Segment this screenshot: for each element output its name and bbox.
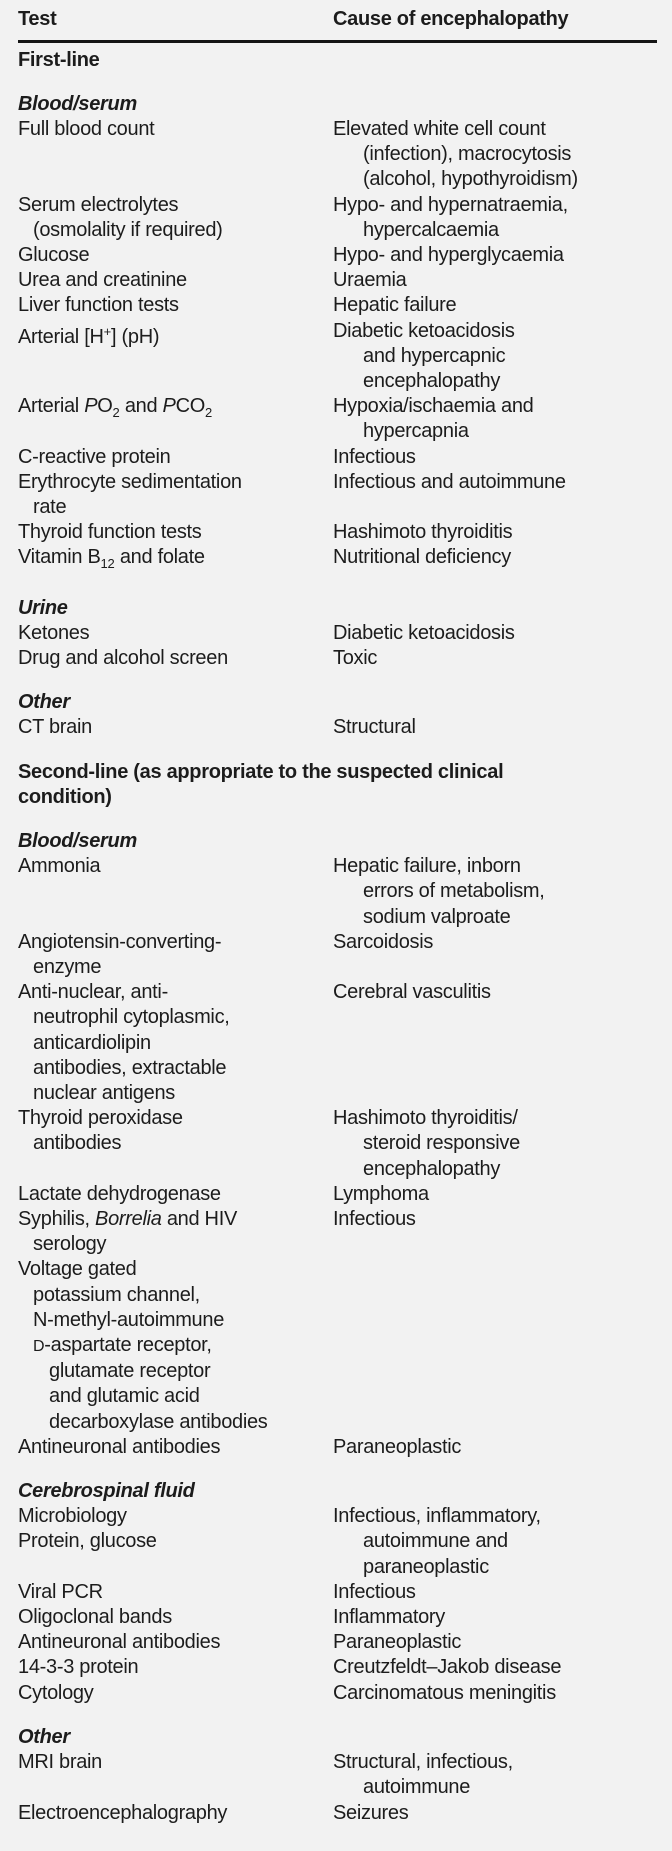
cause-cell [333, 1257, 657, 1434]
test-line: Antineuronal antibodies [18, 1435, 221, 1458]
table-row [18, 117, 657, 193]
cause-line: hypercapnia [363, 420, 469, 443]
cause-line: Hashimoto thyroiditis [333, 521, 513, 544]
cause-cell [333, 646, 657, 671]
column-header-test: Test [18, 8, 57, 30]
cause-cell [333, 293, 657, 318]
test-cell [18, 1435, 333, 1460]
cause-cell [333, 545, 657, 576]
group-header [18, 48, 657, 73]
cause-cell [333, 445, 657, 470]
test-cell [18, 646, 333, 671]
table-row [18, 1750, 657, 1800]
cause-line: Uraemia [333, 269, 407, 292]
sub-header: Blood/serum [18, 92, 137, 115]
test-cell [18, 854, 333, 930]
cause-line: Structural [333, 716, 416, 739]
cause-cell [333, 1182, 657, 1207]
table-row [18, 1106, 657, 1182]
test-line: Full blood count [18, 117, 155, 140]
cause-line: encephalopathy [363, 1157, 501, 1180]
cause-line: (infection), macrocytosis [363, 143, 572, 166]
test-line: Protein, glucose [18, 1530, 157, 1553]
cause-cell [333, 1580, 657, 1605]
text-sup: + [103, 323, 112, 339]
text-it: P [84, 395, 98, 418]
table-row [18, 1182, 657, 1207]
cause-line: autoimmune [363, 1776, 471, 1799]
cause-line: Creutzfeldt–Jakob disease [333, 1656, 562, 1679]
test-line: Arterial [H+] (pH) [18, 323, 160, 348]
test-cell [18, 1655, 333, 1680]
cause-line: Paraneoplastic [333, 1435, 462, 1458]
test-cell [18, 930, 333, 980]
test-line: Lactate dehydrogenase [18, 1182, 221, 1205]
test-cell [18, 621, 333, 646]
cause-cell [333, 268, 657, 293]
test-cell [18, 268, 333, 293]
table-row [18, 1605, 657, 1630]
cause-line: and hypercapnic [363, 344, 506, 367]
cause-line: Infectious, inflammatory, [333, 1505, 541, 1528]
test-cell [18, 1207, 333, 1257]
table-row [18, 621, 657, 646]
table-header-row [18, 6, 657, 32]
test-cell [18, 117, 333, 193]
cause-line: Toxic [333, 646, 378, 669]
table-row [18, 293, 657, 318]
test-line: Serum electrolytes [18, 193, 179, 216]
test-cell [18, 1681, 333, 1706]
group-header [18, 760, 657, 810]
test-cell [18, 980, 333, 1106]
cause-line: Infectious and autoimmune [333, 470, 566, 493]
table-row [18, 1681, 657, 1706]
cause-line: encephalopathy [363, 369, 501, 392]
cause-line: Hypo- and hyperglycaemia [333, 243, 564, 266]
cause-line: Hepatic failure, inborn [333, 855, 521, 878]
table-body [18, 48, 657, 1826]
cause-line: paraneoplastic [363, 1555, 489, 1578]
header-divider [18, 40, 657, 43]
test-cell [18, 1182, 333, 1207]
cause-cell [333, 520, 657, 545]
test-line: CT brain [18, 716, 92, 739]
test-cell [18, 193, 333, 243]
test-line: antibodies, extractable [33, 1056, 227, 1079]
test-line: decarboxylase antibodies [49, 1410, 268, 1433]
cause-cell [333, 470, 657, 520]
test-line: N-methyl-autoimmune [33, 1308, 225, 1331]
test-line: Thyroid peroxidase [18, 1107, 183, 1130]
table-row [18, 545, 657, 576]
cause-line: Cerebral vasculitis [333, 981, 491, 1004]
cause-cell [333, 1504, 657, 1580]
text-sub: 12 [100, 556, 115, 572]
test-line: Microbiology [18, 1505, 127, 1528]
table-row [18, 243, 657, 268]
test-line: (osmolality if required) [33, 218, 223, 241]
cause-line: Elevated white cell count [333, 117, 546, 140]
table-row [18, 854, 657, 930]
table-row [18, 1630, 657, 1655]
table-row [18, 980, 657, 1106]
table-row [18, 394, 657, 444]
test-cell [18, 545, 333, 576]
cause-cell [333, 621, 657, 646]
test-line: Antineuronal antibodies [18, 1631, 221, 1654]
text-sub: 2 [205, 405, 213, 421]
test-line: neutrophil cytoplasmic, [33, 1006, 230, 1029]
cause-line: Infectious [333, 445, 416, 468]
test-line: antibodies [33, 1132, 122, 1155]
test-cell [18, 715, 333, 740]
test-line: Viral PCR [18, 1580, 103, 1603]
test-line: MRI brain [18, 1751, 102, 1774]
group-header-line: Second-line (as appropriate to the suspected clinical [18, 760, 504, 783]
cause-cell [333, 715, 657, 740]
test-line: Drug and alcohol screen [18, 646, 228, 669]
table-row [18, 930, 657, 980]
cause-line: Paraneoplastic [333, 1631, 462, 1654]
test-line: Thyroid function tests [18, 521, 202, 544]
test-line: enzyme [33, 956, 102, 978]
test-line: Liver function tests [18, 294, 179, 317]
text-sub: 2 [112, 405, 120, 421]
test-line: potassium channel, [33, 1283, 200, 1306]
table-row [18, 470, 657, 520]
sub-header: Blood/serum [18, 829, 137, 852]
table-row [18, 1580, 657, 1605]
cause-line: errors of metabolism, [363, 880, 545, 903]
cause-cell [333, 1435, 657, 1460]
cause-line: Diabetic ketoacidosis [333, 319, 515, 342]
test-line: Urea and creatinine [18, 269, 187, 292]
cause-line: sodium valproate [363, 905, 511, 928]
test-cell [18, 1257, 333, 1434]
table-row [18, 1435, 657, 1460]
test-cell [18, 520, 333, 545]
text-sc: D [33, 1338, 45, 1356]
test-line: serology [33, 1233, 107, 1256]
test-cell [18, 1106, 333, 1182]
column-header-cause: Cause of encephalopathy [333, 8, 569, 30]
table-row [18, 193, 657, 243]
cause-line: hypercalcaemia [363, 218, 499, 241]
test-line: and glutamic acid [49, 1385, 200, 1408]
test-cell [18, 470, 333, 520]
cause-line: Lymphoma [333, 1182, 429, 1205]
cause-cell [333, 394, 657, 444]
test-line: nuclear antigens [33, 1082, 175, 1105]
test-cell [18, 1750, 333, 1800]
cause-line: (alcohol, hypothyroidism) [363, 168, 578, 191]
text-it: P [162, 395, 176, 418]
text-it: Borrelia [95, 1208, 162, 1231]
sub-header: Other [18, 691, 70, 714]
group-header-line: condition) [18, 785, 112, 808]
test-cell [18, 293, 333, 318]
test-cell [18, 319, 333, 395]
test-line: Vitamin $B_{12}$ and folate [18, 546, 205, 572]
test-line: Ketones [18, 621, 90, 644]
test-line: rate [33, 495, 67, 518]
cause-cell [333, 193, 657, 243]
sub-header: Cerebrospinal fluid [18, 1480, 195, 1503]
cause-line: Hepatic failure [333, 294, 457, 317]
test-cell [18, 1630, 333, 1655]
cause-line: autoimmune and [363, 1530, 508, 1553]
cause-line: Nutritional deficiency [333, 546, 511, 569]
cause-cell [333, 117, 657, 193]
test-line: D-aspartate receptor, [33, 1334, 212, 1357]
sub-header: Urine [18, 596, 68, 619]
table-row [18, 268, 657, 293]
table-row [18, 520, 657, 545]
cause-line: Infectious [333, 1580, 416, 1603]
cause-cell [333, 1106, 657, 1182]
cause-cell [333, 1750, 657, 1800]
test-line: Angiotensin-converting- [18, 930, 222, 953]
table-row [18, 1207, 657, 1257]
test-line: Erythrocyte sedimentation [18, 470, 242, 493]
cause-cell [333, 1681, 657, 1706]
cause-line: Structural, infectious, [333, 1751, 513, 1774]
test-line: Syphilis, Borrelia and HIV [18, 1208, 237, 1231]
table-row [18, 1801, 657, 1826]
table-row [18, 319, 657, 395]
cause-cell [333, 243, 657, 268]
test-line: Voltage gated [18, 1258, 137, 1281]
test-line: Glucose [18, 243, 90, 266]
cause-cell [333, 1630, 657, 1655]
cause-cell [333, 980, 657, 1106]
cause-cell [333, 1801, 657, 1826]
cause-line: Inflammatory [333, 1606, 445, 1629]
cause-cell [333, 319, 657, 395]
cause-cell [333, 1655, 657, 1680]
test-line: Cytology [18, 1681, 94, 1704]
test-cell [18, 1580, 333, 1605]
cause-cell [333, 1207, 657, 1257]
table-row [18, 646, 657, 671]
table-row [18, 1504, 657, 1580]
cause-line: Carcinomatous meningitis [333, 1681, 556, 1704]
cause-line: Diabetic ketoacidosis [333, 621, 515, 644]
cause-line: Infectious [333, 1208, 416, 1231]
test-line: Anti-nuclear, anti- [18, 981, 168, 1004]
cause-line: Hypoxia/ischaemia and [333, 395, 534, 418]
cause-line: Hypo- and hypernatraemia, [333, 193, 568, 216]
test-cell [18, 243, 333, 268]
table-row [18, 445, 657, 470]
cause-cell [333, 1605, 657, 1630]
test-line: 14-3-3 protein [18, 1656, 139, 1679]
test-line: glutamate receptor [49, 1360, 211, 1383]
table-row [18, 1655, 657, 1680]
table-row [18, 715, 657, 740]
cause-cell [333, 854, 657, 930]
cause-line: Hashimoto thyroiditis/ [333, 1107, 518, 1130]
test-cell [18, 394, 333, 444]
table-row [18, 1257, 657, 1434]
test-line: anticardiolipin [33, 1031, 151, 1054]
sub-header: Other [18, 1725, 70, 1748]
test-cell [18, 1504, 333, 1580]
group-header-line: First-line [18, 48, 100, 71]
test-cell [18, 1605, 333, 1630]
test-cell [18, 1801, 333, 1826]
test-line: Oligoclonal bands [18, 1606, 172, 1629]
test-cell [18, 445, 333, 470]
test-line: Arterial $PO_2$ and $PCO_2$ [18, 395, 213, 421]
cause-line: Sarcoidosis [333, 930, 434, 953]
test-line: Ammonia [18, 855, 101, 878]
test-line: C-reactive protein [18, 445, 171, 468]
cause-line: Seizures [333, 1801, 409, 1824]
cause-cell [333, 930, 657, 980]
test-line: Electroencephalography [18, 1801, 228, 1824]
cause-line: steroid responsive [363, 1132, 520, 1155]
